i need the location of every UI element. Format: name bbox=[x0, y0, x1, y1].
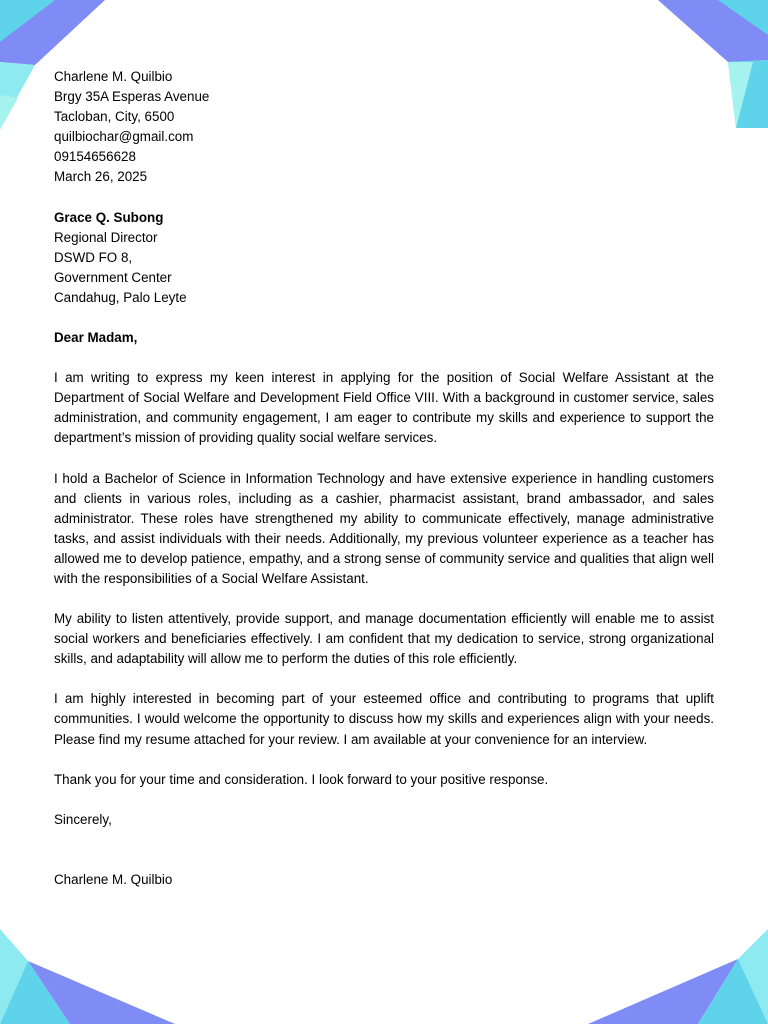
sender-email: quilbiochar@gmail.com bbox=[54, 129, 194, 145]
recipient-location: Candahug, Palo Leyte bbox=[54, 289, 187, 305]
body-paragraph-2: I hold a Bachelor of Science in Information Technology and have extensive experience in handling customers and clients in various roles, including as a cashier, pharmacist assistant, brand ambassador, and sales administrator. These roles have strengthened my ability to communicate effectively, manage administrative tasks, and assist individuals with their needs. Additionally, my previous volunteer experience as a teacher has allowed me to develop patience, empathy, and a strong sense of community service and qualities that align well with the responsibilities of a Social Welfare Assistant. bbox=[54, 470, 714, 586]
recipient-name: Grace Q. Subong bbox=[54, 209, 164, 225]
sender-address-line2: Tacloban, City, 6500 bbox=[54, 109, 175, 125]
cover-letter bbox=[54, 67, 714, 890]
body-paragraph-4: I am highly interested in becoming part of your esteemed office and contributing to programs that uplift communities. I would welcome the opportunity to discuss how my skills and experiences align with your needs. Please find my resume attached for your review. I am available at your convenience for an interview. bbox=[54, 691, 714, 747]
sender-phone: 09154656628 bbox=[54, 149, 136, 165]
corner-ornament-bottom-right bbox=[588, 929, 768, 1024]
body-paragraph-1: I am writing to express my keen interest in applying for the position of Social Welfare Assistant at the Department of Social Welfare and Development Field Office VIII. With a background in customer service, sales administration, and community engagement, I am eager to contribute my skills and experience to support the department’s mission of providing quality social welfare services. bbox=[54, 370, 714, 446]
sender-address-line1: Brgy 35A Esperas Avenue bbox=[54, 89, 210, 105]
recipient-title: Regional Director bbox=[54, 229, 158, 245]
recipient-block bbox=[54, 208, 714, 308]
signature-name: Charlene M. Quilbio bbox=[54, 871, 173, 887]
corner-ornament-bottom-left bbox=[0, 929, 180, 1024]
sender-block bbox=[54, 67, 714, 188]
body-paragraph-3: My ability to listen attentively, provide support, and manage documentation efficiently will enable me to assist social workers and beneficiaries effectively. I am confident that my dedication to service, strong organizational skills, and adaptability will allow me to perform the duties of this role efficiently. bbox=[54, 611, 714, 667]
recipient-building: Government Center bbox=[54, 269, 172, 285]
recipient-office: DSWD FO 8, bbox=[54, 249, 133, 265]
salutation: Dear Madam, bbox=[54, 330, 138, 346]
sender-name: Charlene M. Quilbio bbox=[54, 69, 173, 84]
closing: Sincerely, bbox=[54, 811, 112, 827]
letter-date: March 26, 2025 bbox=[54, 169, 148, 185]
body-paragraph-5: Thank you for your time and consideration. I look forward to your positive response. bbox=[54, 771, 549, 787]
